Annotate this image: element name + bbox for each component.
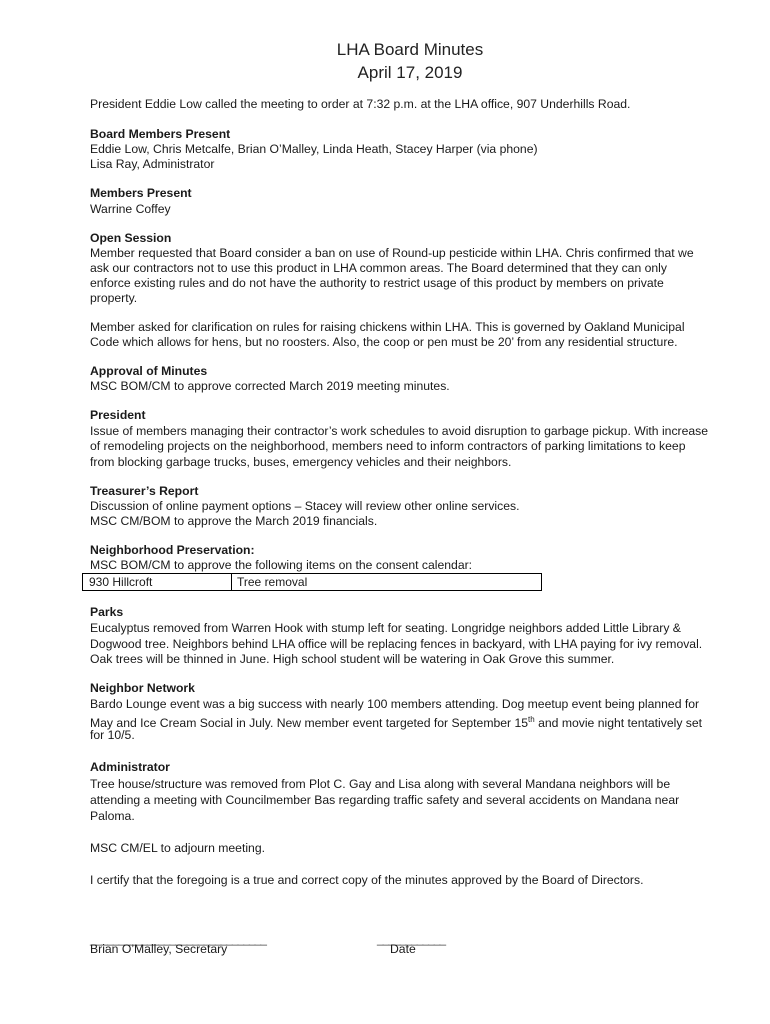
administrator-line: attending a meeting with Councilmember Bas regarding traffic safety and several accidents on Mandana near (90, 793, 680, 807)
treasurer-line: Discussion of online payment options – Stacey will review other online services. (90, 499, 520, 513)
neighbor-network-text: May and Ice Cream Social in July. New member event targeted for September 15 (90, 716, 529, 731)
signature-line: _______________________________ (90, 932, 266, 946)
table-cell-address: 930 Hillcroft (89, 575, 153, 589)
date-label: Date (390, 942, 416, 956)
board-present-heading: Board Members Present (90, 127, 231, 141)
open-session-line: Code which allows for hens, but no roosters. Also, the coop or pen must be 20’ from any residential structure. (90, 335, 678, 349)
president-line: of remodeling projects on the neighborhood, members need to inform contractors of parking limitations to keep (90, 439, 686, 453)
parks-line: Eucalyptus removed from Warren Hook with stump left for seating. Longridge neighbors added Little Library & (90, 621, 681, 635)
neighbor-network-line: Bardo Lounge event was a big success with nearly 100 members attending. Dog meetup event being planned for (90, 697, 700, 711)
president-line: from blocking garbage trucks, buses, emergency vehicles and their neighbors. (90, 455, 512, 469)
consent-calendar-table (82, 573, 542, 591)
approval-heading: Approval of Minutes (90, 364, 208, 378)
preservation-line: MSC BOM/CM to approve the following items on the consent calendar: (90, 558, 473, 572)
parks-heading: Parks (90, 605, 124, 619)
treasurer-line: MSC CM/BOM to approve the March 2019 financials. (90, 514, 378, 528)
certify-text: I certify that the foregoing is a true and correct copy of the minutes approved by the Board of Directors. (90, 873, 644, 887)
members-present-heading: Members Present (90, 186, 192, 200)
parks-line: Oak trees will be thinned in June. High school student will be watering in Oak Grove this summer. (90, 652, 615, 666)
board-present-line: Lisa Ray, Administrator (90, 157, 215, 171)
adjourn-text: MSC CM/EL to adjourn meeting. (90, 841, 265, 855)
intro-text: President Eddie Low called the meeting to order at 7:32 p.m. at the LHA office, 907 Underhills Road. (90, 97, 631, 111)
parks-line: Dogwood tree. Neighbors behind LHA office will be replacing fences in backyard, with LHA paying for ivy removal. (90, 637, 703, 651)
open-session-line: ask our contractors not to use this product in LHA common areas. The Board determined that they can only (90, 261, 667, 275)
date-line: ____________ (377, 932, 446, 946)
administrator-line: Paloma. (90, 809, 135, 823)
document-date: April 17, 2019 (357, 63, 463, 82)
treasurer-heading: Treasurer’s Report (90, 484, 199, 498)
administrator-line: Tree house/structure was removed from Plot C. Gay and Lisa along with several Mandana neighbors will be (90, 777, 671, 791)
secretary-name: Brian O’Malley, Secretary (90, 942, 228, 956)
neighbor-network-heading: Neighbor Network (90, 681, 195, 695)
open-session-line: enforce existing rules and do not have the authority to restrict usage of this product by members on private (90, 276, 664, 290)
open-session-line: Member asked for clarification on rules for raising chickens within LHA. This is governed by Oakland Municipal (90, 320, 685, 334)
members-present-line: Warrine Coffey (90, 202, 171, 216)
neighbor-network-line: for 10/5. (90, 728, 135, 742)
neighbor-network-line (90, 712, 702, 731)
open-session-line: property. (90, 291, 138, 305)
neighbor-network-text: and movie night tentatively set (534, 716, 703, 731)
president-line: Issue of members managing their contractor’s work schedules to avoid disruption to garbage pickup. With increase (90, 424, 709, 438)
table-divider (231, 574, 232, 590)
president-heading: President (90, 408, 146, 422)
board-present-line: Eddie Low, Chris Metcalfe, Brian O’Malley, Linda Heath, Stacey Harper (via phone) (90, 142, 538, 156)
document-title: LHA Board Minutes (336, 40, 484, 59)
ordinal-suffix: th (528, 715, 535, 724)
preservation-heading: Neighborhood Preservation: (90, 543, 255, 557)
open-session-line: Member requested that Board consider a ban on use of Round-up pesticide within LHA. Chris confirmed that we (90, 246, 694, 260)
approval-line: MSC BOM/CM to approve corrected March 2019 meeting minutes. (90, 379, 450, 393)
open-session-heading: Open Session (90, 231, 172, 245)
table-cell-item: Tree removal (237, 575, 308, 589)
administrator-heading: Administrator (90, 760, 170, 774)
